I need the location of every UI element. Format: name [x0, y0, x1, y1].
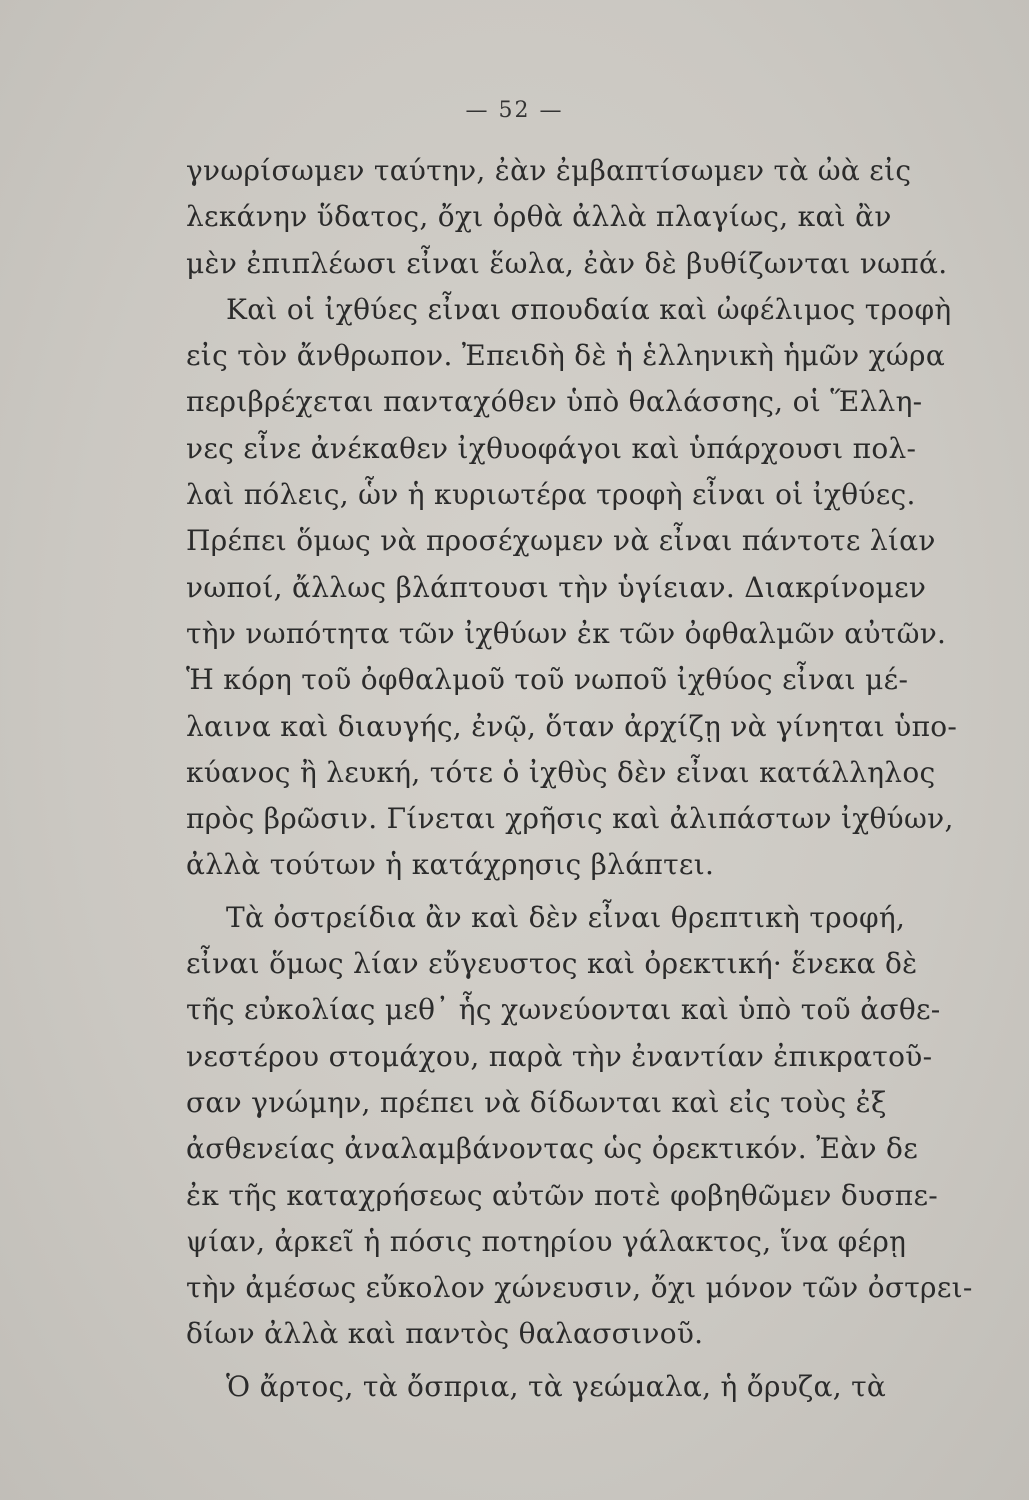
text-line: ἐκ τῆς καταχρήσεως αὐτῶν ποτὲ φοβηθῶμεν δυσπε-: [186, 1178, 939, 1212]
text-line: δίων ἀλλὰ καὶ παντὸς θαλασσινοῦ.: [186, 1317, 704, 1351]
text-line: εἰς τὸν ἄνθρωπον. Ἐπειδὴ δὲ ἡ ἑλληνικὴ ἡμῶν χώρα: [186, 339, 946, 373]
text-line: περιβρέχεται πανταχόθεν ὑπὸ θαλάσσης, οἱ Ἕλλη-: [186, 385, 923, 419]
text-line: Ἡ κόρη τοῦ ὀφθαλμοῦ τοῦ νωποῦ ἰχθύος εἶναι μέ-: [186, 663, 909, 697]
text-line: νες εἶνε ἀνέκαθεν ἰχθυοφάγοι καὶ ὑπάρχουσι πολ-: [186, 431, 917, 465]
text-line: λαινα καὶ διαυγής, ἐνῷ, ὅταν ἀρχίζῃ νὰ γίνηται ὑπο-: [186, 709, 958, 743]
text-line: κύανος ἢ λευκή, τότε ὁ ἰχθὺς δὲν εἶναι κατάλληλος: [186, 755, 936, 789]
text-line: νωποί, ἄλλως βλάπτουσι τὴν ὑγίειαν. Διακρίνομεν: [186, 570, 927, 604]
text-line: λεκάνην ὕδατος, ὄχι ὀρθὰ ἀλλὰ πλαγίως, καὶ ἂν: [186, 200, 892, 234]
page-number: — 52 —: [465, 98, 564, 123]
text-line: νεστέρου στομάχου, παρὰ τὴν ἐναντίαν ἐπικρατοῦ-: [186, 1039, 933, 1073]
text-line: Πρέπει ὅμως νὰ προσέχωμεν νὰ εἶναι πάντοτε λίαν: [186, 524, 936, 558]
text-line: ψίαν, ἀρκεῖ ἡ πόσις ποτηρίου γάλακτος, ἵνα φέρῃ: [186, 1224, 907, 1258]
text-line: σαν γνώμην, πρέπει νὰ δίδωνται καὶ εἰς τοὺς ἐξ: [186, 1085, 887, 1119]
text-line: Καὶ οἱ ἰχθύες εἶναι σπουδαία καὶ ὠφέλιμος τροφὴ: [226, 292, 952, 326]
text-line: μὲν ἐπιπλέωσι εἶναι ἕωλα, ἐὰν δὲ βυθίζωνται νωπά.: [186, 246, 948, 280]
text-line: λαὶ πόλεις, ὧν ἡ κυριωτέρα τροφὴ εἶναι οἱ ἰχθύες.: [186, 478, 916, 512]
text-line: πρὸς βρῶσιν. Γίνεται χρῆσις καὶ ἀλιπάστων ἰχθύων,: [186, 802, 954, 836]
text-line: Τὰ ὀστρείδια ἂν καὶ δὲν εἶναι θρεπτικὴ τροφή,: [226, 900, 906, 934]
text-line: τὴν νωπότητα τῶν ἰχθύων ἐκ τῶν ὀφθαλμῶν αὐτῶν.: [186, 616, 947, 650]
text-line: γνωρίσωμεν ταύτην, ἐὰν ἐμβαπτίσωμεν τὰ ὠὰ εἰς: [186, 154, 912, 187]
text-line: ἀλλὰ τούτων ἡ κατάχρησις βλάπτει.: [186, 848, 715, 882]
body-text: [186, 148, 973, 1410]
text-line: τὴν ἀμέσως εὔκολον χώνευσιν, ὄχι μόνον τῶν ὀστρει-: [186, 1271, 973, 1305]
text-line: εἶναι ὅμως λίαν εὔγευστος καὶ ὀρεκτική· ἕνεκα δὲ: [186, 947, 918, 981]
text-line: Ὁ ἄρτος, τὰ ὄσπρια, τὰ γεώμαλα, ἡ ὄρυζα, τὰ: [226, 1369, 887, 1403]
text-line: τῆς εὐκολίας μεθ᾽ ἧς χωνεύονται καὶ ὑπὸ τοῦ ἀσθε-: [186, 993, 941, 1027]
text-line: ἀσθενείας ἀναλαμβάνοντας ὡς ὀρεκτικόν. Ἐὰν δε: [186, 1132, 919, 1166]
